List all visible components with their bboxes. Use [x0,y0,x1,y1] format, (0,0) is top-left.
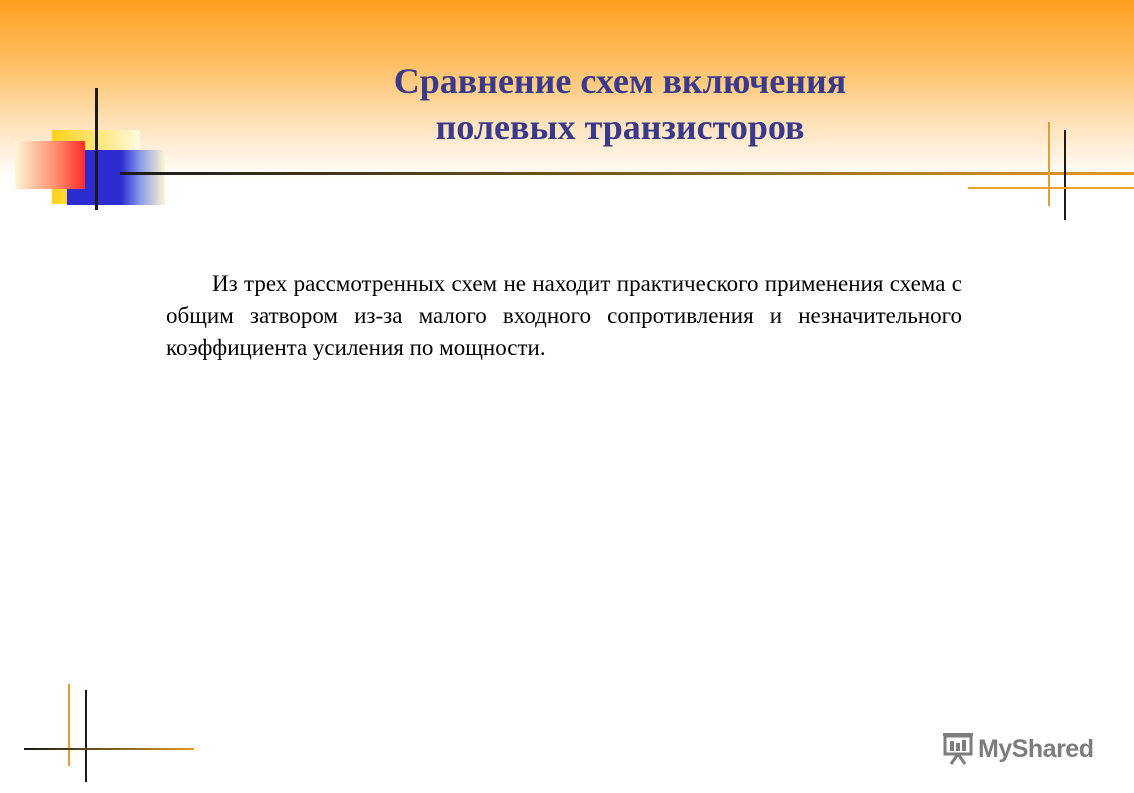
slide-title [250,58,990,150]
watermark-text: MyShared [978,734,1094,763]
myshared-watermark [942,729,1093,769]
slide-body-text: Из трех рассмотренных схем не находит практического применения схема с общим затвором из-за малого входного сопротивления и незначительного коэффициента усиления по мощности. [166,271,962,360]
presentation-board-icon [942,732,974,766]
slide-title-line2: полевых транзисторов [435,107,805,147]
decor-vertical-line [1064,130,1066,220]
decor-vertical-line [1048,122,1050,206]
decor-vertical-line [85,690,87,782]
decor-horizontal-line [120,172,1134,175]
decor-vertical-line [95,88,98,210]
decor-horizontal-line [968,187,1134,189]
decor-horizontal-line [24,748,194,750]
decor-vertical-line [68,684,70,766]
slide-title-line1: Сравнение схем включения [393,61,847,101]
decor-red-square [15,141,85,189]
